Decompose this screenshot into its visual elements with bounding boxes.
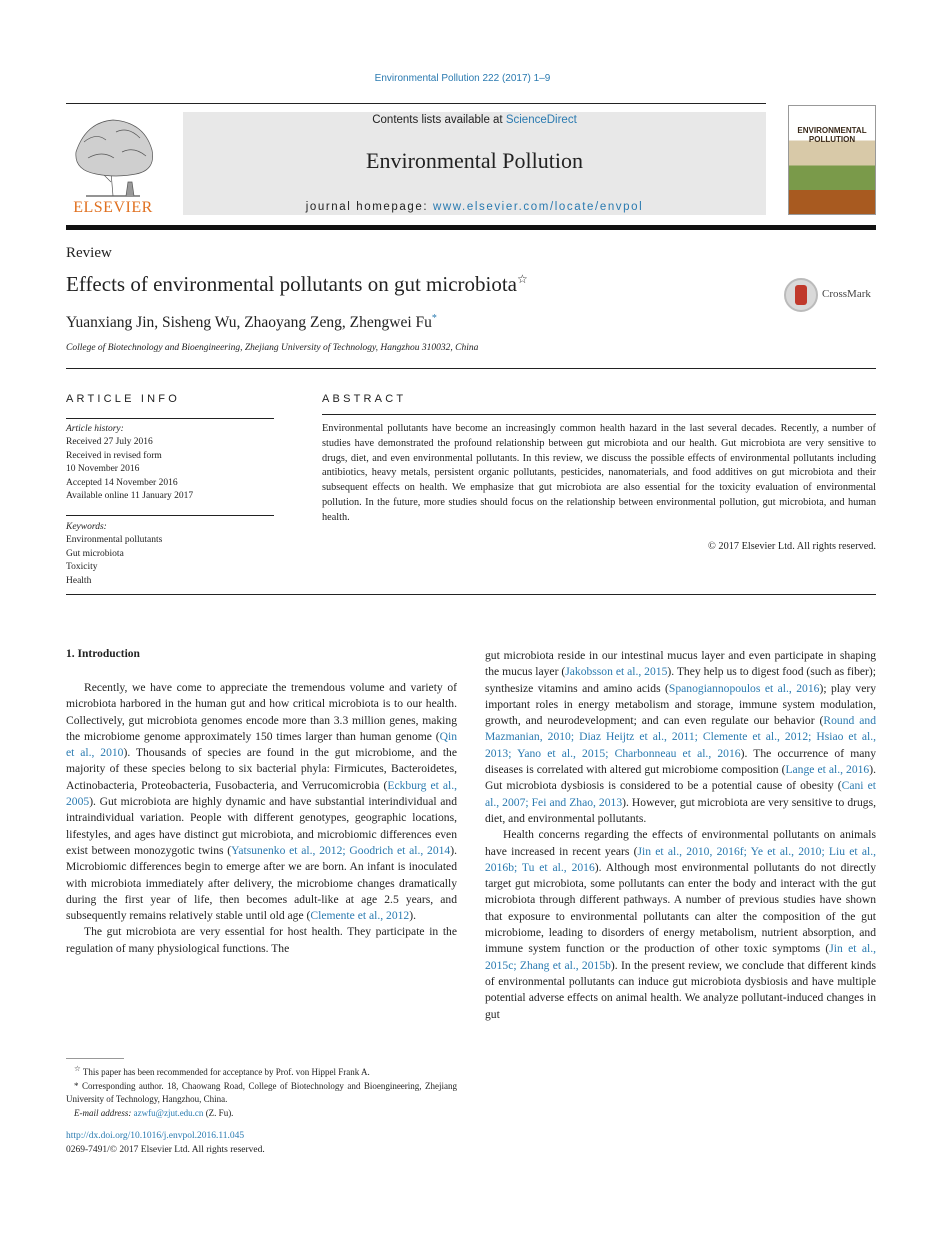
abstract-rule [322,414,876,415]
text-run: ). Although most environmental pollutants do not directly target gut microbiota, some pollutants can enter the body and interact with the gut microbiota through different pathways. A number of previous studies have shown that exposure to environmental pollutants can alter the composition of the gut microbiome, leading to disorders of energy metabolism, nutrient absorption, and immune system function or the production of other toxic symptoms ( [485,860,876,956]
footnote-recommendation [66,1062,457,1080]
authors-text: Yuanxiang Jin, Sisheng Wu, Zhaoyang Zeng, Zhengwei Fu [66,314,432,332]
citation-link[interactable]: Round and Mazmanian, 2010; Diaz Heijtz et al., 2011; Clemente et al., 2012; Hsiao et al., 2013; Yano et al., 2015; Charbonneau et al., 2016 [485,714,876,760]
article-info-rule [66,418,274,419]
footnote-rule [66,1058,124,1059]
section-heading-introduction: 1. Introduction [66,648,140,660]
cover-title-line1: ENVIRONMENTAL [797,126,867,135]
article-title [66,272,528,297]
keywords-label: Keywords: [66,522,107,532]
contents-prefix: Contents lists available at [372,114,506,126]
text-run: ). Thousands of species are found in the gut microbiome, and the majority of these species belong to six bacterial phyla: Firmicutes, Bacteroidetes, Actinobacteria, Proteobacteria, Fusobacteria, and Verrucomicrobia ( [66,746,458,792]
email-link[interactable]: azwfu@zjut.edu.cn [133,1107,204,1118]
text-run: Recently, we have come to appreciate the tremendous volume and variety of microbiota harbored in the human gut and how critical microbiota is to our health. Collectively, gut microbiota genomes encode more than 3.3 million genes, making the microbiome genome approximately 150 times larger than human genome ( [66,681,457,743]
email-label: E-mail address: [74,1107,132,1118]
citation-link[interactable]: Qin et al., 2010 [66,729,457,760]
footnote-text: This paper has been recommended for acceptance by Prof. von Hippel Frank A. [82,1067,370,1077]
crossmark-badge[interactable] [784,278,876,312]
history-label: Article history: [66,424,124,434]
article-info-heading: ARTICLE INFO [66,393,180,405]
article-history [66,423,193,503]
footnote-mark: * [74,1080,79,1091]
homepage-line [183,201,766,213]
citation-link[interactable]: Jin et al., 2010, 2016f; Ye et al., 2010; Liu et al., 2016b; Tu et al., 2016 [485,844,877,874]
keyword-item: Gut microbiota [66,548,124,559]
text-run: ). The occurrence of many diseases is correlated with altered gut microbiome composition ( [485,746,876,777]
footnote-email [66,1107,457,1121]
keyword-item: Health [66,575,92,586]
citation-link[interactable]: Spanogiannopoulos et al., 2016 [668,681,820,695]
email-suffix: (Z. Fu). [205,1107,234,1118]
text-run: ). Gut microbiota are highly dynamic and have substantial interindividual and intraindividual variation. People with different genotypes, geographic locations, lifestyles, and ages have distinct gut microbiota, and microbiomic differences even exist between monozygotic twins ( [66,795,457,857]
text-run: gut microbiota reside in our intestinal mucus layer and even participate in shaping the mucus layer ( [485,649,876,679]
corresponding-author-mark[interactable]: * [431,313,437,324]
top-rule [66,103,766,104]
text-run: ). In the present review, we conclude that different kinds of environmental pollutants can induce gut microbiota dysbiosis and have multiple potential adverse effects on animal health. We analyze pollutant-induced changes in gut [485,958,876,1021]
text-run: ). They help us to digest food (such as fiber); synthesize vitamins and amino acids ( [485,665,876,695]
doi-link[interactable]: http://dx.doi.org/10.1016/j.envpol.2016.11.045 [66,1131,245,1141]
history-item: Received 27 July 2016 [66,437,153,448]
sciencedirect-link[interactable]: ScienceDirect [505,114,577,126]
issn-copyright: 0269-7491/© 2017 Elsevier Ltd. All rights reserved. [66,1145,265,1155]
abstract-text: Environmental pollutants have become an increasingly common health hazard in the last several decades. Recently, a number of studies have demonstrated the profound relationship between gut microbiota and our health. Gut microbiota are very sensitive to drugs, diet, and even environmental pollutants. In this review, we discuss the possible effects of environmental pollutants including antibiotics, heavy metals, persistent organic pollutants, pesticides, nanomaterials, and food additives on gut microbiota and their subsequent effects on health. We emphasize that gut microbiota are also essential for the toxicity evaluation of environmental pollution. In the future, more studies should focus on the relationship between environmental pollution, gut microbiota, and human health. [322,423,876,523]
citation-link[interactable]: Cani et al., 2007; Fei and Zhao, 2013 [485,779,876,809]
citation-link[interactable]: Eckburg et al., 2005 [66,778,457,809]
paragraph [66,680,457,924]
history-item: Available online 11 January 2017 [66,491,194,502]
crossmark-label: CrossMark [822,288,871,300]
text-run: ). However, gut microbiota are very sensitive to drugs, diet, and environmental pollutants. [485,795,876,825]
text-run: ). Gut microbiota dysbiosis is considered to be a potential cause of obesity ( [485,763,876,793]
citation-link[interactable]: Clemente et al., 2012 [310,909,410,923]
citation-link[interactable]: Lange et al., 2016 [785,763,870,777]
paragraph [485,827,876,1023]
homepage-link[interactable]: www.elsevier.com/locate/envpol [432,201,644,213]
cover-title-line2: POLLUTION [808,135,856,144]
body-column-right [485,648,876,1023]
contents-line [183,114,766,126]
footnote-text: Corresponding author. 18, Chaowang Road, College of Biotechnology and Bioengineering, Zhejiang University of Technology, Hangzhou, China. [66,1080,458,1104]
citation-link[interactable]: Jin et al., 2015c; Zhang et al., 2015b [485,942,876,972]
keyword-item: Environmental pollutants [66,535,163,546]
header-thick-rule [66,225,876,230]
title-rule [66,368,876,369]
keyword-item: Toxicity [66,562,98,573]
text-run: Health concerns regarding the effects of environmental pollutants on animals have increased in recent years ( [485,828,876,858]
footnotes [66,1062,457,1120]
article-type: Review [66,245,112,261]
abstract-bottom-rule [66,594,876,595]
crossmark-icon [784,278,818,312]
journal-cover-thumbnail[interactable] [788,105,876,215]
body-column-left [66,680,457,957]
cover-title [789,126,875,144]
article-title-text: Effects of environmental pollutants on gut microbiota [66,272,518,296]
journal-title: Environmental Pollution [366,148,583,173]
text-run: ). [409,909,416,923]
history-item: Received in revised form [66,450,162,461]
author-list [66,313,437,332]
keywords [66,521,162,588]
keywords-rule [66,515,274,516]
history-item: Accepted 14 November 2016 [66,477,178,488]
paragraph [485,648,876,827]
citation-link[interactable]: Jakobsson et al., 2015 [565,665,668,679]
homepage-prefix: journal homepage: [305,201,433,213]
paragraph: The gut microbiota are very essential for host health. They participate in the regulation of many physiological functions. The [66,925,457,955]
abstract-copyright: © 2017 Elsevier Ltd. All rights reserved. [708,541,876,552]
text-run: ); play very important roles in energy metabolism and storage, immune system modulation, growth, and neurodevelopment; and can even regulate our behavior ( [485,681,877,728]
footnote-corresponding [66,1080,457,1107]
affiliation: College of Biotechnology and Bioengineering, Zhejiang University of Technology, Hangzhou 310032, China [66,343,479,353]
history-item: 10 November 2016 [66,464,140,475]
abstract-heading: ABSTRACT [322,393,407,405]
elsevier-wordmark: ELSEVIER [73,199,153,216]
title-footnote-mark[interactable]: ☆ [517,272,528,286]
text-run: ). Microbiomic differences begin to emerge after we are born. An infant is inoculated with microbiota immediately after delivery, the microbiome changes dramatically during the first year of life, then becomes adult-like at age 2.5 years, and subsequently remains relatively stable until old age ( [66,843,457,923]
citation-link[interactable]: Yatsunenko et al., 2012; Goodrich et al., 2014 [231,843,451,857]
footnote-mark: ☆ [74,1064,81,1073]
journal-reference[interactable]: Environmental Pollution 222 (2017) 1–9 [374,73,551,84]
